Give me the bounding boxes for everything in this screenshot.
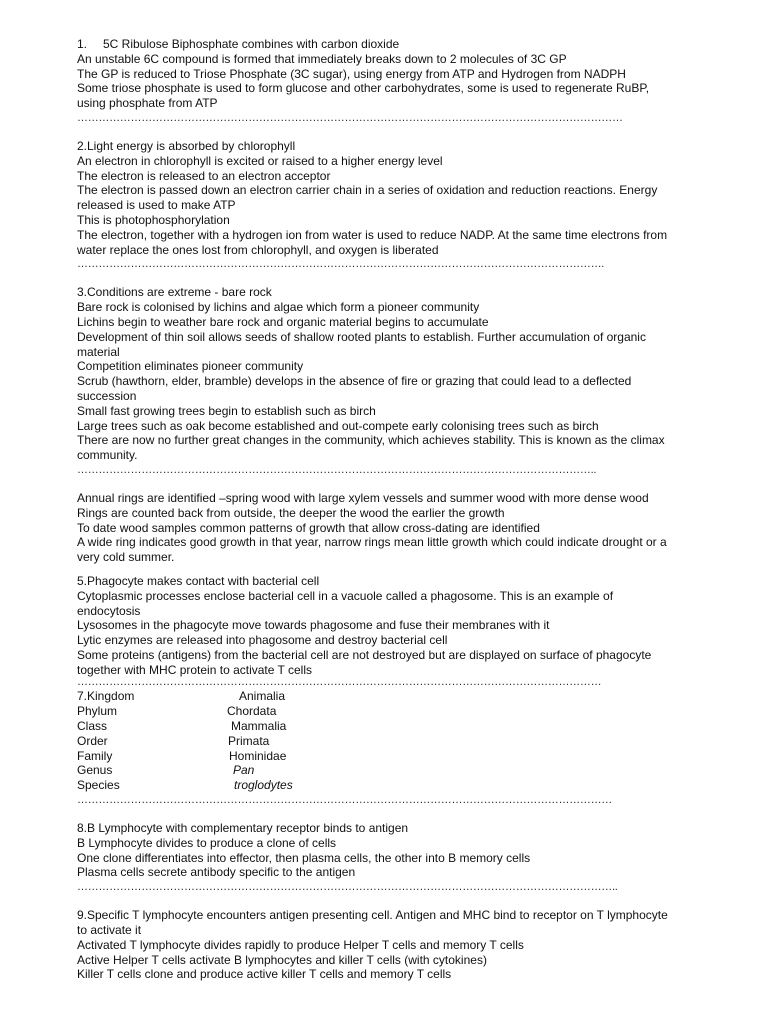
answer-9-line-3: Activated T lymphocyte divides rapidly to produce Helper T cells and memory T cells — [77, 937, 524, 952]
taxonomy-rank: Genus — [77, 763, 113, 778]
answer-3-line-9: Small fast growing trees begin to establish such as birch — [77, 403, 376, 418]
answer-4 — [77, 491, 722, 565]
answer-2-line-6: This is photophosphorylation — [77, 212, 230, 227]
answer-8 — [77, 821, 722, 894]
answer-7-dotted-line: …………………………………………………………………………………………………………………………………… — [77, 794, 613, 807]
taxonomy-row-genus — [77, 763, 722, 778]
taxonomy-rank: 7.Kingdom — [77, 689, 135, 704]
answer-3-line-1: 3.Conditions are extreme - bare rock — [77, 285, 272, 300]
answer-1-line-5: using phosphate from ATP — [77, 96, 218, 111]
document-page — [77, 37, 722, 982]
answer-9 — [77, 908, 722, 982]
answer-4-line-5: very cold summer. — [77, 550, 175, 565]
taxonomy-rank: Family — [77, 748, 113, 763]
answer-4-line-4: A wide ring indicates good growth in that year, narrow rings mean little growth which could indicate drought or a — [77, 535, 667, 550]
taxonomy-rank: Species — [77, 778, 120, 793]
answer-2 — [77, 139, 722, 271]
answer-5-line-7: together with MHC protein to activate T cells — [77, 662, 312, 677]
taxonomy-name: Hominidae — [229, 748, 287, 763]
answer-1-line-1-text: 5C Ribulose Biphosphate combines with carbon dioxide — [103, 37, 400, 51]
answer-3-line-2: Bare rock is colonised by lichins and algae which form a pioneer community — [77, 300, 480, 315]
answer-5-line-4: Lysosomes in the phagocyte move towards phagosome and fuse their membranes with it — [77, 618, 550, 633]
answer-3-line-4: Development of thin soil allows seeds of shallow rooted plants to establish. Further accumulation of organic — [77, 329, 646, 344]
taxonomy-name: Primata — [228, 733, 270, 748]
taxonomy-name: Chordata — [227, 704, 277, 719]
taxonomy-rank: Phylum — [77, 704, 118, 719]
taxonomy-row-class — [77, 719, 722, 734]
answer-1-line-1 — [77, 37, 722, 52]
answer-5-line-6: Some proteins (antigens) from the bacterial cell are not destroyed but are displayed on surface of phagocyte — [77, 647, 652, 662]
answer-2-line-8: water replace the ones lost from chlorophyll, and oxygen is liberated — [77, 242, 439, 257]
taxonomy-name: Mammalia — [231, 719, 287, 734]
answer-1-dotted-line: ……………………………………………………………………………………………………………………………………… — [77, 111, 623, 124]
answer-8-line-1: 8.B Lymphocyte with complementary receptor binds to antigen — [77, 821, 409, 836]
answer-1 — [77, 37, 722, 125]
taxonomy-rank: Class — [77, 719, 108, 734]
taxonomy-name: troglodytes — [234, 778, 293, 793]
answer-4-line-2: Rings are counted back from outside, the deeper the wood the earlier the growth — [77, 505, 505, 520]
taxonomy-row-kingdom — [77, 689, 722, 704]
answer-9-line-1: 9.Specific T lymphocyte encounters antigen presenting cell. Antigen and MHC bind to receptor on T lymphocyte — [77, 908, 668, 923]
answer-3 — [77, 285, 722, 477]
answer-5-line-1: 5.Phagocyte makes contact with bacterial cell — [77, 573, 320, 588]
answer-4-line-1: Annual rings are identified –spring wood with large xylem vessels and summer wood with more dense wood — [77, 490, 649, 505]
answer-7-taxonomy-table — [77, 689, 722, 807]
answer-1-number: 1. — [77, 37, 88, 51]
answer-5-line-3: endocytosis — [77, 603, 141, 618]
answer-3-line-11: There are now no further great changes in the community, which achieves stability. This is known as the climax — [77, 433, 665, 448]
answer-2-line-1: 2.Light energy is absorbed by chlorophyll — [77, 138, 296, 153]
answer-3-dotted-line: ……………………………………………………………………………………………………………………………….. — [77, 463, 597, 476]
answer-2-line-7: The electron, together with a hydrogen ion from water is used to reduce NADP. At the same time electrons from — [77, 227, 668, 242]
taxonomy-row-species — [77, 778, 722, 793]
taxonomy-row-family — [77, 749, 722, 764]
answer-3-line-8: succession — [77, 388, 137, 403]
answer-3-line-12: community. — [77, 448, 138, 463]
answer-8-line-3: One clone differentiates into effector, then plasma cells, the other into B memory cells — [77, 850, 531, 865]
answer-3-line-3: Lichins begin to weather bare rock and organic material begins to accumulate — [77, 314, 489, 329]
answer-8-line-2: B Lymphocyte divides to produce a clone of cells — [77, 835, 337, 850]
taxonomy-name: Animalia — [239, 689, 286, 704]
answer-9-line-5: Killer T cells clone and produce active killer T cells and memory T cells — [77, 967, 452, 982]
answer-2-line-4: The electron is passed down an electron carrier chain in a series of oxidation and reduction reactions. Energy — [77, 183, 658, 198]
taxonomy-row-phylum — [77, 704, 722, 719]
answer-4-line-3: To date wood samples common patterns of growth that allow cross-dating are identified — [77, 520, 540, 535]
taxonomy-row-order — [77, 734, 722, 749]
answer-1-line-3: The GP is reduced to Triose Phosphate (3C sugar), using energy from ATP and Hydrogen from NADPH — [77, 66, 626, 81]
answer-1-line-4: Some triose phosphate is used to form glucose and other carbohydrates, some is used to regenerate RuBP, — [77, 81, 650, 96]
answer-9-line-4: Active Helper T cells activate B lymphocytes and killer T cells (with cytokines) — [77, 952, 487, 967]
answer-5-line-5: Lytic enzymes are released into phagosome and destroy bacterial cell — [77, 633, 448, 648]
answer-1-line-2: An unstable 6C compound is formed that immediately breaks down to 2 molecules of 3C GP — [77, 51, 567, 66]
answer-2-line-3: The electron is released to an electron acceptor — [77, 168, 331, 183]
taxonomy-rank: Order — [77, 733, 108, 748]
answer-2-line-2: An electron in chlorophyll is excited or raised to a higher energy level — [77, 153, 443, 168]
taxonomy-name: Pan — [233, 763, 255, 778]
answer-2-dotted-line: …………………………………………………………………………………………………………………………………. — [77, 258, 605, 271]
answer-3-line-6: Competition eliminates pioneer community — [77, 359, 304, 374]
answer-2-line-5: released is used to make ATP — [77, 198, 236, 213]
answer-8-dotted-line: …………………………………………………………………………………………………………………………………….. — [77, 881, 618, 894]
answer-5 — [77, 574, 722, 690]
answer-8-line-4: Plasma cells secrete antibody specific to the antigen — [77, 865, 356, 880]
answer-5-dotted-line: ………………………………………………………………………………………………………………………………… — [77, 677, 602, 689]
answer-5-line-2: Cytoplasmic processes enclose bacterial cell in a vacuole called a phagosome. This is an example of — [77, 588, 614, 603]
answer-3-line-10: Large trees such as oak become established and out-compete early colonising trees such as birch — [77, 418, 599, 433]
answer-9-line-2: to activate it — [77, 923, 142, 938]
answer-3-line-7: Scrub (hawthorn, elder, bramble) develops in the absence of fire or grazing that could lead to a deflected — [77, 374, 632, 389]
answer-3-line-5: material — [77, 344, 120, 359]
